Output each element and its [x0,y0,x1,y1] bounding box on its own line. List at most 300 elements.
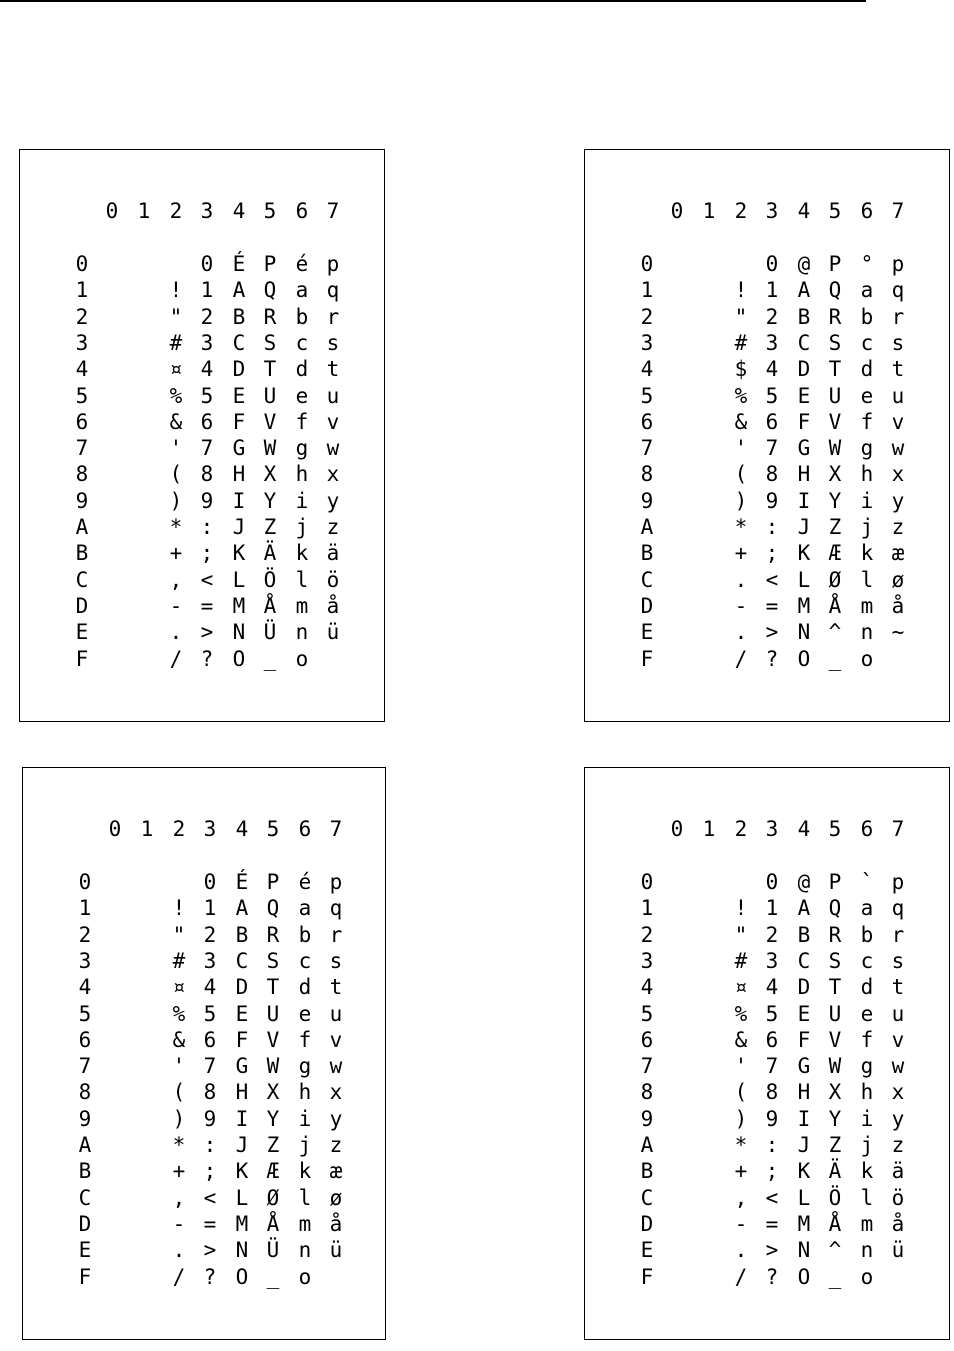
row-label: C [75,567,89,592]
character-cell: y [326,488,340,513]
character-cell: X [263,462,277,487]
character-cell: t [329,975,343,1000]
character-cell: y [329,1106,343,1131]
character-cell: M [797,1211,811,1236]
character-cell: 1 [200,278,214,303]
character-cell: M [232,593,246,618]
character-cell: D [797,357,811,382]
character-cell: u [326,383,340,408]
character-cell: g [860,436,874,461]
character-cell: d [860,357,874,382]
character-cell: ¤ [172,975,186,1000]
character-cell: n [298,1238,312,1263]
character-cell: 0 [765,870,779,894]
character-cell: 4 [765,975,779,1000]
row-label: C [640,1185,654,1210]
character-cell: ü [326,620,340,645]
character-cell: % [734,1001,748,1026]
character-cell: * [169,515,183,539]
character-cell: C [232,330,246,355]
character-cell: u [891,1001,905,1026]
character-cell: k [298,1159,312,1184]
character-cell: F [797,1027,811,1052]
character-cell: e [860,383,874,408]
character-cell: ( [172,1080,186,1105]
character-cell: É [232,252,246,276]
row-label: D [640,593,654,618]
character-table-3 [22,767,386,1340]
character-cell: J [232,515,246,539]
character-cell: e [860,1001,874,1026]
row-label: A [640,1133,654,1157]
character-cell: / [734,1264,748,1289]
character-cell: b [298,922,312,947]
character-cell: Q [828,278,842,303]
row-label: 5 [78,1001,92,1026]
character-cell: å [326,593,340,618]
column-label: 6 [860,817,874,841]
character-cell: 3 [200,330,214,355]
character-cell: , [172,1185,186,1210]
character-cell: ! [172,896,186,921]
character-cell: Ä [263,541,277,566]
character-cell: ? [765,1264,779,1289]
column-label: 1 [702,199,716,223]
column-label: 5 [263,199,277,223]
character-cell: ! [169,278,183,303]
character-cell: = [203,1211,217,1236]
character-cell: Ä [828,1159,842,1184]
character-cell: * [734,1133,748,1157]
character-cell: , [734,1185,748,1210]
character-cell: n [295,620,309,645]
character-cell: i [860,1106,874,1131]
character-cell: Z [266,1133,280,1157]
character-cell: ¤ [734,975,748,1000]
character-cell: Ø [266,1185,280,1210]
character-cell: - [169,593,183,618]
row-label: 8 [640,462,654,487]
character-cell: ; [765,541,779,566]
row-label: 0 [640,252,654,276]
character-cell: 4 [765,357,779,382]
row-label: 6 [75,409,89,434]
character-cell: F [797,409,811,434]
character-cell: H [797,462,811,487]
character-cell: A [232,278,246,303]
character-cell: ö [891,1185,905,1210]
character-cell: O [797,1264,811,1289]
character-cell: I [797,488,811,513]
column-label: 0 [105,199,119,223]
character-cell: ä [891,1159,905,1184]
character-cell: w [329,1054,343,1079]
character-cell: b [295,304,309,329]
character-cell: z [891,1133,905,1157]
character-cell: A [797,896,811,921]
character-cell: + [172,1159,186,1184]
character-cell: K [235,1159,249,1184]
character-cell: å [891,1211,905,1236]
character-cell: l [860,1185,874,1210]
row-label: F [75,646,89,671]
character-cell: N [797,620,811,645]
character-cell: p [891,252,905,276]
character-cell: & [169,409,183,434]
character-cell: R [828,922,842,947]
character-cell: P [828,870,842,894]
character-cell: 0 [200,252,214,276]
character-cell: 2 [765,304,779,329]
character-cell: U [266,1001,280,1026]
character-cell: 5 [200,383,214,408]
character-cell: N [797,1238,811,1263]
character-cell: d [298,975,312,1000]
character-cell: ü [329,1238,343,1263]
character-cell: : [203,1133,217,1157]
character-cell: p [329,870,343,894]
row-label: 1 [640,896,654,921]
character-cell: X [828,462,842,487]
character-cell: L [797,1185,811,1210]
row-label: 7 [640,436,654,461]
row-label: 6 [78,1027,92,1052]
character-cell: m [295,593,309,618]
character-cell: Q [828,896,842,921]
character-cell: + [169,541,183,566]
character-cell: Æ [828,541,842,566]
character-cell: n [860,620,874,645]
character-cell: 3 [765,948,779,973]
character-cell: V [828,1027,842,1052]
character-cell: ? [203,1264,217,1289]
column-label: 7 [329,817,343,841]
character-cell: _ [828,1264,842,1289]
column-label: 7 [891,817,905,841]
character-cell: ¤ [169,357,183,382]
character-cell: k [860,541,874,566]
character-cell: F [232,409,246,434]
character-cell: r [326,304,340,329]
row-label: B [640,1159,654,1184]
character-cell: h [298,1080,312,1105]
row-label: F [640,1264,654,1289]
character-cell: 3 [203,948,217,973]
character-cell: ; [200,541,214,566]
character-cell: L [232,567,246,592]
column-label: 7 [326,199,340,223]
character-cell: X [266,1080,280,1105]
character-cell: Z [828,515,842,539]
character-cell: . [169,620,183,645]
character-cell: ü [891,1238,905,1263]
row-label: 5 [640,383,654,408]
character-cell: u [891,383,905,408]
character-cell: G [797,1054,811,1079]
character-cell: 4 [200,357,214,382]
character-cell: O [235,1264,249,1289]
row-label: 2 [75,304,89,329]
character-cell: E [235,1001,249,1026]
character-cell: V [828,409,842,434]
character-cell: T [828,357,842,382]
column-label: 6 [860,199,874,223]
character-cell: ( [734,1080,748,1105]
character-cell: H [232,462,246,487]
character-cell: g [295,436,309,461]
character-cell: M [797,593,811,618]
character-cell: É [235,870,249,894]
row-label: 0 [78,870,92,894]
character-cell: N [232,620,246,645]
character-cell: 8 [200,462,214,487]
row-label: 8 [78,1080,92,1105]
character-cell: Y [828,488,842,513]
character-cell: B [797,304,811,329]
character-cell: 8 [765,1080,779,1105]
row-label: 8 [75,462,89,487]
column-label: 1 [137,199,151,223]
character-cell: . [734,567,748,592]
row-label: F [78,1264,92,1289]
character-cell: 7 [765,1054,779,1079]
character-cell: 1 [765,896,779,921]
character-cell: 0 [203,870,217,894]
character-cell: > [200,620,214,645]
character-cell: m [860,593,874,618]
character-cell: j [295,515,309,539]
character-cell: o [298,1264,312,1289]
character-cell: Z [263,515,277,539]
character-cell: e [298,1001,312,1026]
row-label: 9 [75,488,89,513]
character-cell: z [329,1133,343,1157]
character-cell: ø [891,567,905,592]
row-label: 8 [640,1080,654,1105]
character-cell: y [891,1106,905,1131]
character-cell: 9 [200,488,214,513]
character-cell: " [734,304,748,329]
character-cell: _ [266,1264,280,1289]
row-label: C [640,567,654,592]
character-cell: ? [200,646,214,671]
character-cell: 9 [765,1106,779,1131]
character-cell: k [295,541,309,566]
character-cell: W [263,436,277,461]
column-label: 2 [734,817,748,841]
character-cell: ° [860,252,874,276]
row-label: F [640,646,654,671]
character-cell: g [860,1054,874,1079]
character-cell: & [734,409,748,434]
character-cell: l [860,567,874,592]
character-cell: r [329,922,343,947]
row-label: 2 [640,304,654,329]
column-label: 5 [828,817,842,841]
character-cell: 2 [203,922,217,947]
character-cell: % [169,383,183,408]
character-cell: u [329,1001,343,1026]
row-label: 9 [640,1106,654,1131]
character-cell: g [298,1054,312,1079]
row-label: 6 [640,1027,654,1052]
row-label: 2 [78,922,92,947]
character-cell: Y [828,1106,842,1131]
character-cell: c [298,948,312,973]
column-label: 0 [670,817,684,841]
column-label: 6 [298,817,312,841]
character-cell: ' [172,1054,186,1079]
character-cell: # [169,330,183,355]
character-cell: * [734,515,748,539]
row-label: 0 [640,870,654,894]
character-cell: _ [263,646,277,671]
character-cell: Æ [266,1159,280,1184]
character-cell: 9 [203,1106,217,1131]
character-cell: W [828,1054,842,1079]
column-label: 0 [670,199,684,223]
character-cell: f [295,409,309,434]
character-cell: ' [734,1054,748,1079]
character-cell: @ [797,870,811,894]
character-cell: I [232,488,246,513]
character-cell: ? [765,646,779,671]
character-cell: T [263,357,277,382]
character-cell: ö [326,567,340,592]
row-label: B [75,541,89,566]
character-cell: 6 [200,409,214,434]
character-cell: D [797,975,811,1000]
character-cell: W [828,436,842,461]
top-rule [0,0,866,2]
character-cell: 2 [200,304,214,329]
column-label: 4 [232,199,246,223]
character-cell: . [172,1238,186,1263]
character-cell: : [765,515,779,539]
character-cell: z [326,515,340,539]
row-label: 7 [78,1054,92,1079]
character-cell: ' [734,436,748,461]
character-cell: & [734,1027,748,1052]
character-cell: l [298,1185,312,1210]
character-cell: f [298,1027,312,1052]
character-cell: i [860,488,874,513]
column-label: 3 [765,817,779,841]
character-cell: R [828,304,842,329]
character-cell: é [295,252,309,276]
row-label: 5 [640,1001,654,1026]
character-cell: o [295,646,309,671]
character-cell: P [828,252,842,276]
character-cell: b [860,922,874,947]
character-cell: ) [169,488,183,513]
column-label: 3 [200,199,214,223]
character-cell: R [266,922,280,947]
row-label: E [75,620,89,645]
character-cell: 8 [765,462,779,487]
row-label: 0 [75,252,89,276]
character-cell: Ü [266,1238,280,1263]
character-cell: s [891,948,905,973]
character-cell: 9 [765,488,779,513]
character-cell: é [298,870,312,894]
character-cell: U [828,383,842,408]
character-cell: U [263,383,277,408]
row-label: A [640,515,654,539]
character-cell: v [329,1027,343,1052]
row-label: D [75,593,89,618]
character-cell: t [891,975,905,1000]
row-label: D [78,1211,92,1236]
character-cell: 5 [765,1001,779,1026]
character-cell: j [860,515,874,539]
character-cell: c [295,330,309,355]
character-cell: S [263,330,277,355]
character-cell: H [797,1080,811,1105]
character-cell: p [891,870,905,894]
character-cell: K [797,541,811,566]
character-cell: a [860,278,874,303]
row-label: 7 [75,436,89,461]
row-label: 4 [640,975,654,1000]
character-cell: L [797,567,811,592]
character-cell: T [266,975,280,1000]
column-label: 4 [797,199,811,223]
character-cell: 7 [765,436,779,461]
character-cell: S [828,330,842,355]
character-cell: æ [329,1159,343,1184]
character-cell: / [169,646,183,671]
character-cell: e [295,383,309,408]
character-cell: K [797,1159,811,1184]
character-cell: E [232,383,246,408]
character-cell: o [860,1264,874,1289]
character-cell: > [203,1238,217,1263]
character-cell: 4 [203,975,217,1000]
character-cell: P [266,870,280,894]
character-cell: R [263,304,277,329]
character-cell: 2 [765,922,779,947]
character-cell: d [295,357,309,382]
character-cell: V [266,1027,280,1052]
character-cell: Z [828,1133,842,1157]
character-cell: l [295,567,309,592]
character-cell: # [734,948,748,973]
character-table-2 [584,149,950,722]
character-cell: D [235,975,249,1000]
character-cell: H [235,1080,249,1105]
character-cell: D [232,357,246,382]
character-cell: 0 [765,252,779,276]
character-cell: r [891,304,905,329]
character-cell: h [860,1080,874,1105]
row-label: E [640,620,654,645]
column-label: 2 [734,199,748,223]
character-cell: " [172,922,186,947]
row-label: 1 [78,896,92,921]
character-cell: 6 [203,1027,217,1052]
character-cell: f [860,1027,874,1052]
row-label: A [75,515,89,539]
character-cell: Q [266,896,280,921]
character-cell: " [734,922,748,947]
character-cell: h [295,462,309,487]
character-cell: q [891,896,905,921]
column-label: 6 [295,199,309,223]
character-cell: & [172,1027,186,1052]
character-cell: c [860,330,874,355]
character-cell: ) [734,488,748,513]
